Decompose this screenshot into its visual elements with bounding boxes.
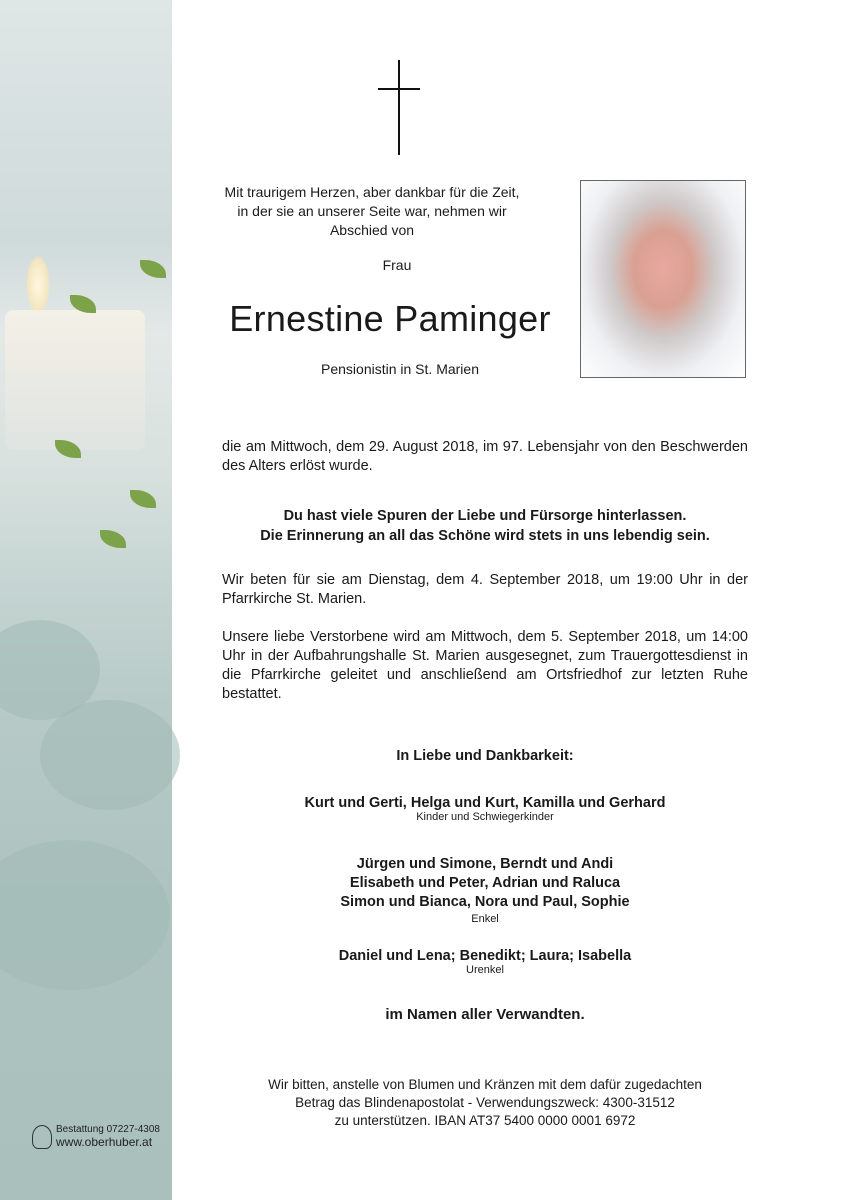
quote-line: Die Erinnerung an all das Schöne wird stets in uns lebendig sein.	[260, 528, 710, 544]
quote	[222, 506, 748, 546]
great-grandchildren-names: Daniel und Lena; Benedikt; Laura; Isabella	[338, 948, 632, 964]
ivy-leaf	[140, 260, 166, 278]
donation-request	[222, 1076, 748, 1130]
donation-line: zu unterstützen. IBAN AT37 5400 0000 0001 6972	[334, 1113, 636, 1128]
stone	[0, 840, 170, 990]
undertaker-name: Bestattung	[56, 1124, 104, 1135]
quote-line: Du hast viele Spuren der Liebe und Fürsorge hinterlassen.	[283, 508, 687, 524]
funeral-notice: Unsere liebe Verstorbene wird am Mittwoch, dem 5. September 2018, um 14:00 Uhr in der Aufbahrungshalle St. Marien ausgesegnet, zum Trauergottesdienst in die Pfarrkirche geleitet und anschließend am Ortsfriedhof zur letzten Ruhe bestattet.	[222, 629, 748, 702]
ivy-leaf	[100, 530, 126, 548]
candle-image	[5, 310, 145, 450]
occupation: Pensionistin in St. Marien	[321, 361, 479, 377]
candle-flame	[26, 255, 50, 315]
salutation: Frau	[382, 257, 412, 273]
children-label: Kinder und Schwiegerkinder	[416, 811, 554, 823]
portrait-photo	[580, 180, 746, 378]
grandchildren-names: Jürgen und Simone, Berndt und Andi	[356, 856, 614, 872]
undertaker-website: www.oberhuber.at	[56, 1135, 153, 1149]
logo-icon	[32, 1125, 52, 1149]
donation-line: Wir bitten, anstelle von Blumen und Kränzen mit dem dafür zugedachten	[268, 1077, 702, 1092]
grandchildren-names: Simon und Bianca, Nora und Paul, Sophie	[340, 894, 630, 910]
decorative-side-image	[0, 0, 172, 1200]
closing: im Namen aller Verwandten.	[385, 1006, 585, 1023]
grandchildren-label: Enkel	[471, 913, 499, 925]
children-group	[222, 795, 748, 823]
prayer-notice: Wir beten für sie am Dienstag, dem 4. September 2018, um 19:00 Uhr in der Pfarrkirche St. Marien.	[222, 572, 748, 607]
undertaker-phone: 07227-4308	[106, 1124, 160, 1135]
great-grandchildren-label: Urenkel	[466, 964, 504, 976]
great-grandchildren-group	[222, 948, 748, 976]
grandchildren-names: Elisabeth und Peter, Adrian und Raluca	[349, 875, 621, 891]
donation-line: Betrag das Blindenapostolat - Verwendungszweck: 4300-31512	[295, 1095, 675, 1110]
death-notice: die am Mittwoch, dem 29. August 2018, im 97. Lebensjahr von den Beschwerden des Alters erlöst wurde.	[222, 439, 748, 474]
grandchildren-group	[222, 855, 748, 926]
stone	[40, 700, 180, 810]
mourners-heading: In Liebe und Dankbarkeit:	[396, 748, 574, 764]
children-names: Kurt und Gerti, Helga und Kurt, Kamilla und Gerhard	[304, 795, 666, 811]
deceased-name: Ernestine Paminger	[229, 298, 551, 339]
intro-text: Mit traurigem Herzen, aber dankbar für die Zeit, in der sie an unserer Seite war, nehmen wir Abschied von	[224, 184, 520, 238]
ivy-leaf	[130, 490, 156, 508]
cross-icon	[378, 60, 420, 155]
undertaker-logo	[32, 1124, 160, 1149]
